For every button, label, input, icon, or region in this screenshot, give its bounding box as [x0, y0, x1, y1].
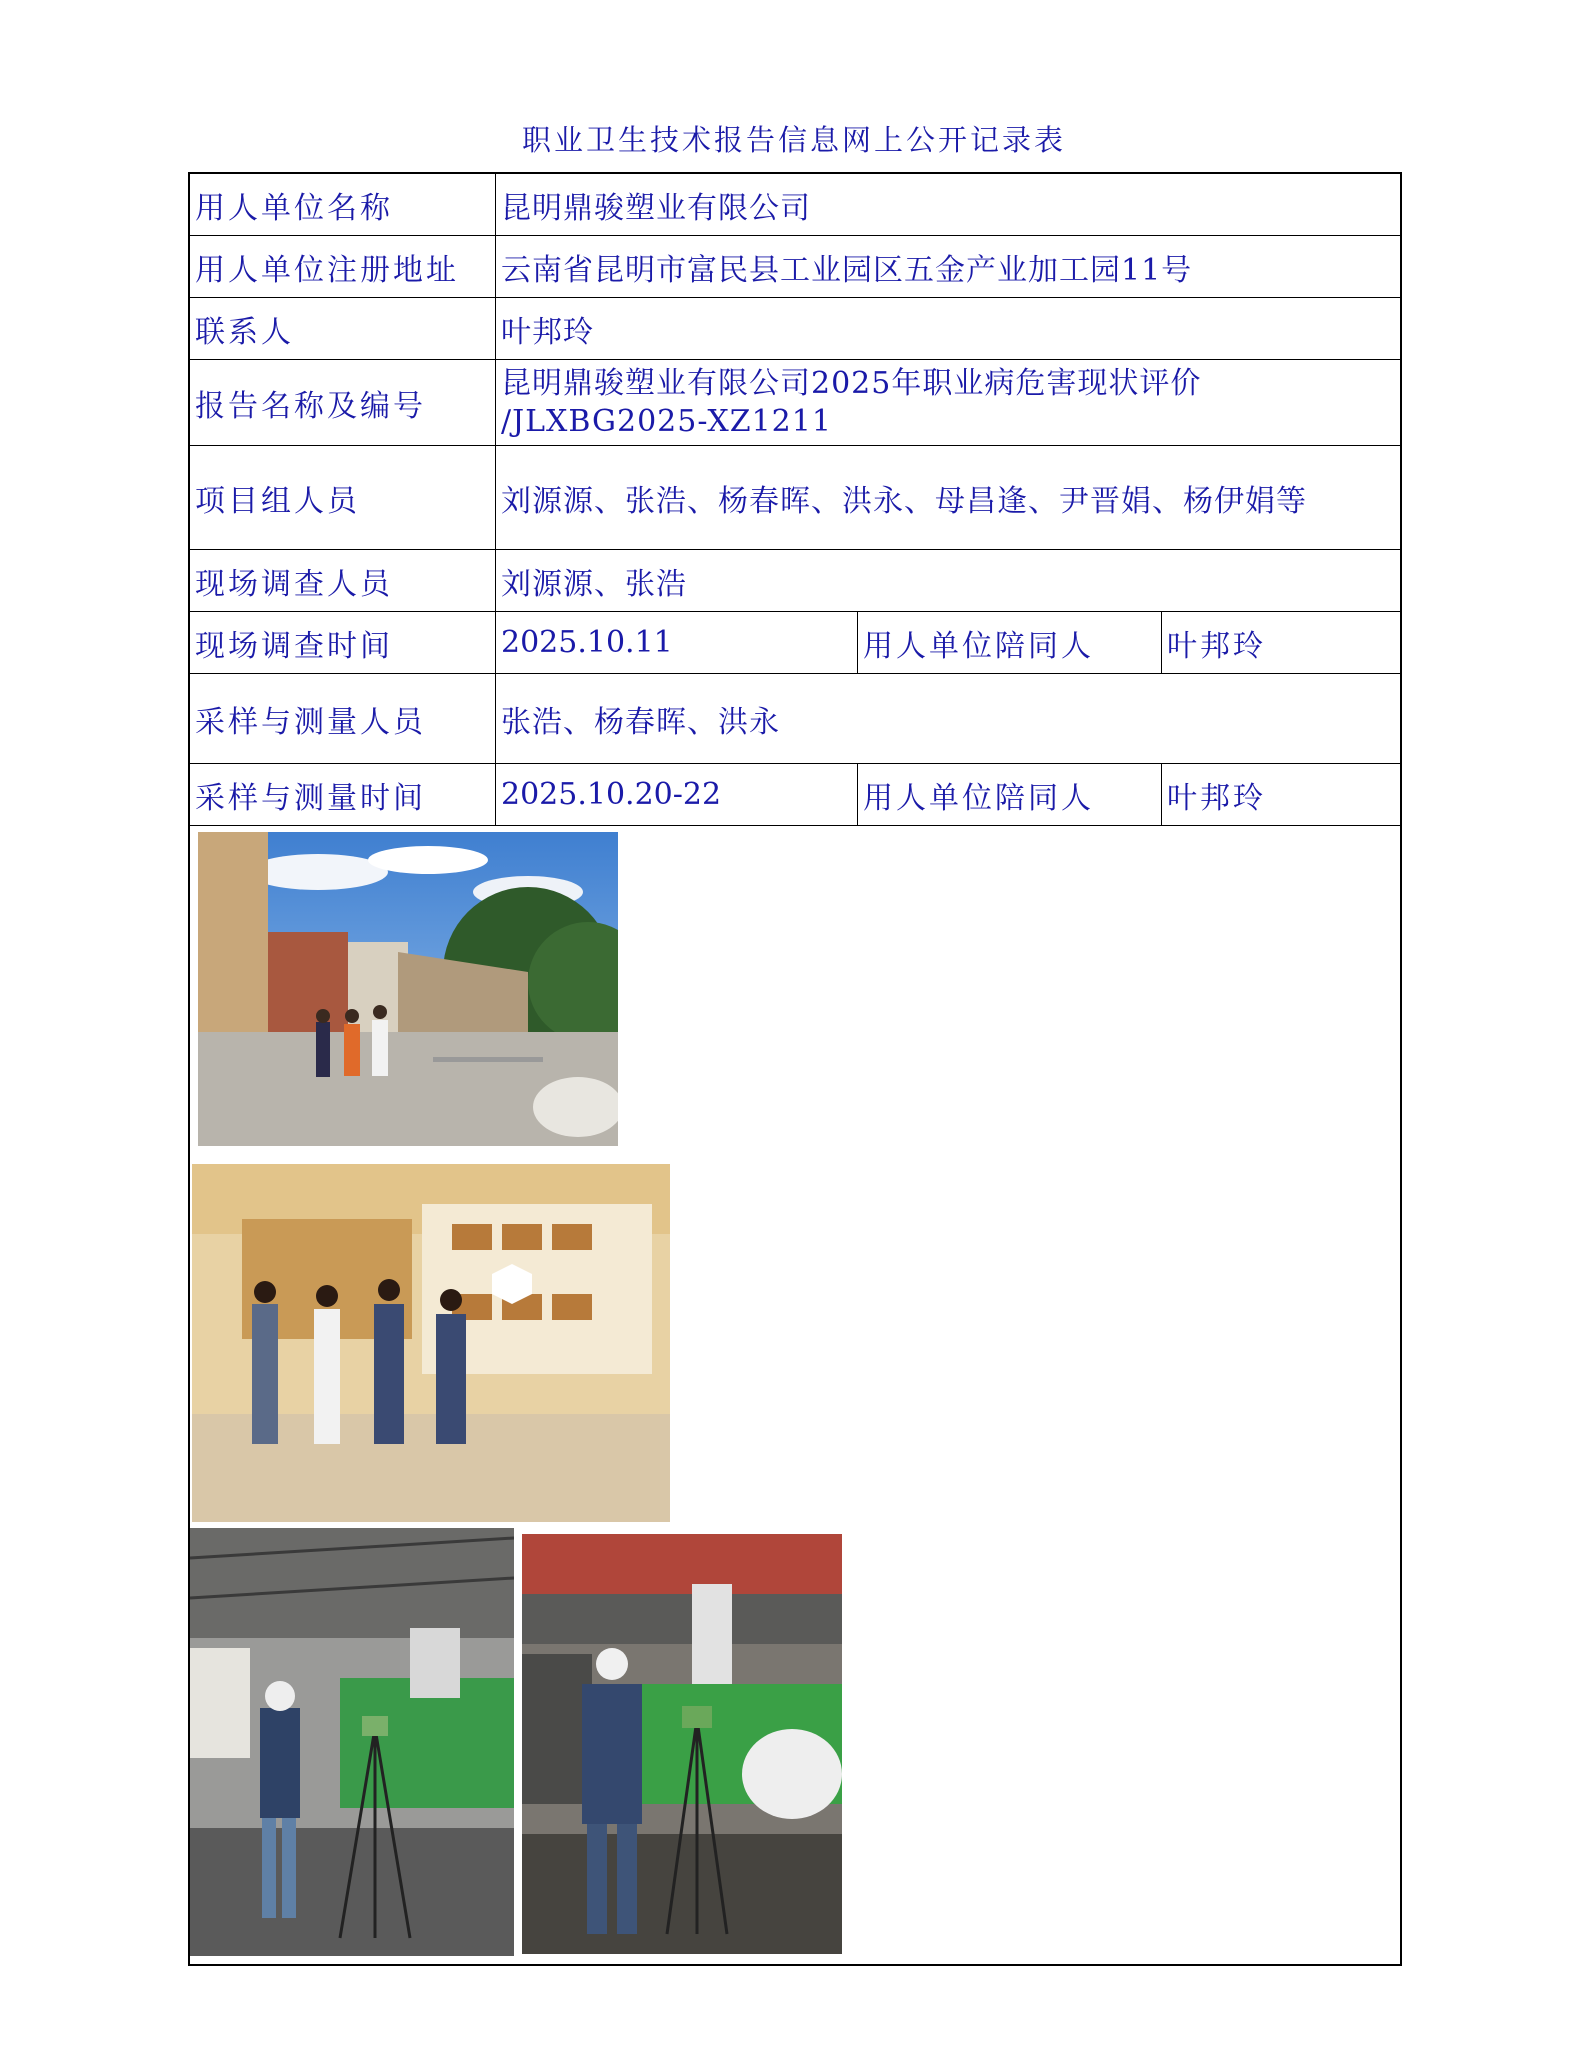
team-value: 刘源源、张浩、杨春晖、洪永、母昌逢、尹晋娟、杨伊娟等 — [501, 483, 1307, 519]
document-title: 职业卫生技术报告信息网上公开记录表 — [521, 123, 1066, 157]
row-sampling-staff — [190, 674, 1400, 764]
row-team — [190, 446, 1400, 550]
row-employer-name — [190, 174, 1400, 236]
sampling-staff-value: 张浩、杨春晖、洪永 — [501, 704, 780, 740]
row-employer-address — [190, 236, 1400, 298]
contact-value: 叶邦玲 — [501, 314, 594, 350]
sampling-time-value: 2025.10.20-22 — [496, 764, 858, 825]
sampling-staff-label: 采样与测量人员 — [190, 674, 496, 763]
employer-name-label: 用人单位名称 — [190, 174, 496, 235]
sampling-escort-value: 叶邦玲 — [1167, 780, 1266, 816]
survey-time-value: 2025.10.11 — [496, 612, 858, 673]
survey-escort-label: 用人单位陪同人 — [858, 612, 1162, 673]
employer-address-label: 用人单位注册地址 — [190, 236, 496, 297]
row-survey-time — [190, 612, 1400, 674]
workshop-sampling-photo-2 — [522, 1534, 842, 1954]
team-label: 项目组人员 — [190, 446, 496, 549]
sampling-escort-label: 用人单位陪同人 — [858, 764, 1162, 825]
employer-address-value: 云南省昆明市富民县工业园区五金产业加工园11号 — [501, 252, 1193, 288]
workshop-sampling-photo-1 — [190, 1528, 514, 1956]
employer-name-value: 昆明鼎骏塑业有限公司 — [501, 190, 811, 226]
survey-staff-value: 刘源源、张浩 — [501, 566, 687, 602]
row-contact — [190, 298, 1400, 360]
report-value-line1: 昆明鼎骏塑业有限公司2025年职业病危害现状评价 — [501, 365, 1202, 401]
row-survey-staff — [190, 550, 1400, 612]
row-report — [190, 360, 1400, 446]
survey-escort-value: 叶邦玲 — [1167, 628, 1266, 664]
report-value — [496, 360, 1400, 445]
honor-wall-photo — [192, 1164, 670, 1522]
report-value-line2: /JLXBG2025-XZ1211 — [501, 403, 832, 439]
contact-label: 联系人 — [190, 298, 496, 359]
report-label: 报告名称及编号 — [190, 360, 496, 445]
sampling-time-label: 采样与测量时间 — [190, 764, 496, 825]
survey-time-label: 现场调查时间 — [190, 612, 496, 673]
record-table — [188, 172, 1402, 1966]
row-sampling-time — [190, 764, 1400, 826]
factory-gate-photo — [198, 832, 618, 1146]
survey-staff-label: 现场调查人员 — [190, 550, 496, 611]
